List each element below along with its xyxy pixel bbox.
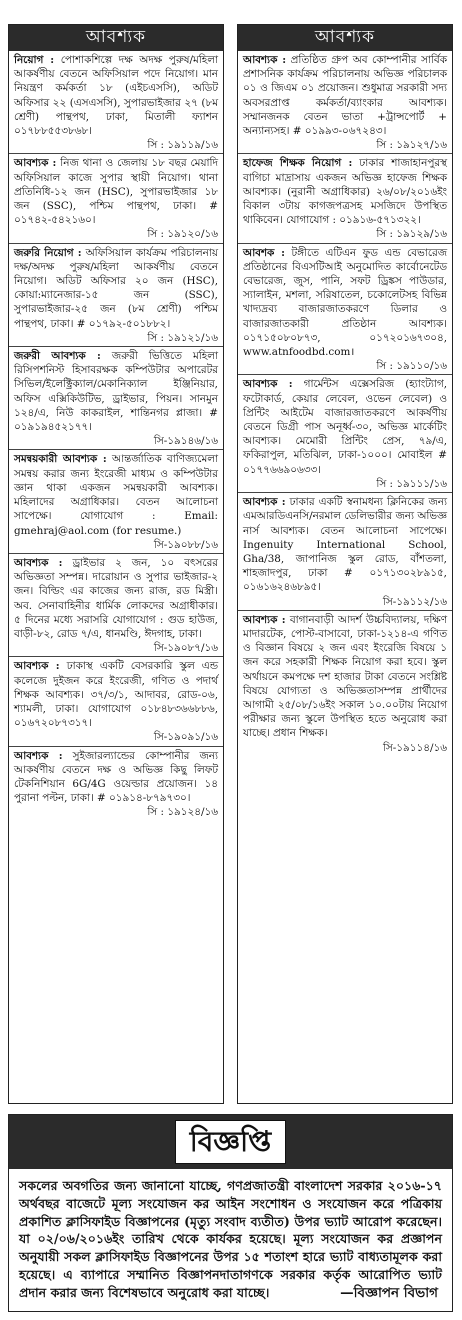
classified-ad: [9, 154, 223, 243]
ad-code: সি : ১৯১১৯/১৬: [147, 139, 218, 152]
classified-ad: [9, 51, 223, 154]
ad-heading: জরুরী আবশ্যক :: [14, 350, 101, 363]
right-classified-column: [237, 24, 453, 1104]
right-ads-list: [238, 51, 452, 756]
classified-ad: [9, 747, 223, 821]
ad-body: পোশাকশিল্পে দক্ষ অদক্ষ পুরুষ/মহিলা আকর্ষণীয় বেতনে অফিসিয়াল পদে নিয়োগ। মান নিয়ন্ত্রণ কর্মকর্তা ১৮ (এইচএসসি), অডিট অফিসার ২২ (এসএসসি), সুপারভাইজার ২৭ (৮ম শ্রেণী) পান্থপথ, ঢাকা, মিতালী ফ্যাশন ০১৭৮৮৫৫৩৮৬৮।: [14, 54, 218, 138]
ad-code: সি : ১৯১২১/১৬: [147, 331, 218, 344]
classified-ad: [9, 347, 223, 450]
ad-body: নিজ থানা ও জেলায় ১৮ বছর মেয়াদি অফিসিয়াল কাজে সুপার স্থায়ী নিয়োগ। থানা প্রতিনিধি-১২ জন (HSC), সুপারভাইজার ১৮ জন (SSC), পশ্চিম পান্থপথ, ঢাকা। # ০১৭৪২-৫৪২১৬০।: [14, 157, 218, 227]
ad-code: সি-১৯১৪৬/১৬: [153, 435, 218, 448]
notice-title: বিজ্ঞপ্তি: [175, 1120, 286, 1164]
ad-body: গার্মেন্টস এক্সেসরিজ (হ্যাংট্যাগ, ফটোকার্ড, কেয়ার লেবেল, ওভেন লেবেল) ও প্রিন্টিং আইটেম বাজারজাতকরণে আকর্ষণীয় বেতনে ডিগ্রী পাস অনূর্ধ্ব-৩০, অভিজ্ঞ মার্কেটিং আবশ্যক। মেমোরী প্রিন্টিং প্রেস, ৭৯/এ, ফকিরাপুল, মতিঝিল, ঢাকা-১০০০। মোবাইল # ০১৭৭৬৬৯০৬৩৩।: [243, 378, 447, 476]
left-column-title: আবশ্যক: [9, 25, 223, 51]
classified-ad: [9, 554, 223, 657]
ad-code: সি : ১৯১২৭/১৬: [376, 139, 447, 152]
ad-code: সি : ১৯১২৪/১৬: [147, 806, 218, 819]
ad-body: সুইজারল্যান্ডের কোম্পানীর জন্য আকর্ষণীয় বেতনে দক্ষ ও অভিজ্ঞ কিছু লিফট টেকনিশিয়ান 6G/4G ওয়েল্ডার প্রয়োজন। ১৪ পুরানা পল্টন, ঢাকা। # ০১৯১৪-৮৭৯৭৩০।: [14, 749, 218, 805]
classified-ad: [238, 375, 452, 493]
ad-code: সি : ১৯১২৯/১৬: [376, 228, 447, 241]
ad-body: টঙ্গীতে এটিএন ফুড এন্ড বেভারেজ প্রতিষ্ঠানের বিএসটিআই অনুমোদিত কার্বোনেটেড বেভারেজ, জুস, পানি, সফট ড্রিঙ্কস পাউডার, স্যালাইন, মশলা, সরিষাতেল, চকোলেটসহ বিভিন্ন খাদ্যদ্রব্য বাজারজাতকরণে ডিলার ও বাজারজাতকারী প্রতিষ্ঠান আবশ্যক। ০১৭১৫০৮০৮৭৩, ০১৭২০১৬৭৩০৪, www.atnfoodbd.com।: [243, 246, 448, 359]
classified-ad: [9, 657, 223, 746]
ad-code: সি : ১৯১২০/১৬: [147, 228, 218, 241]
ad-heading: আবশ্যক :: [243, 378, 293, 391]
ad-body: অফিসিয়াল কার্যক্রম পরিচালনায় দক্ষ/অদক্ষ পুরুষ/মহিলা আকর্ষণীয় বেতনে নিয়োগ। অডিট অফিসার ২০ জন (HSC), কোয়া:ম্যানেজার-১৫ জন (SSC), সুপারভাইজার-২৫ জন (৮ম শ্রেণী) পশ্চিম পান্থপথ, ঢাকা। # ০১৭৯২-৫০১৮৮২।: [14, 246, 218, 330]
classified-ad: [9, 450, 223, 553]
ad-heading: আবশ্যক :: [14, 157, 57, 170]
notice-header: [9, 1115, 452, 1169]
ad-heading: আবশ্যক :: [14, 660, 60, 673]
ad-body: ঢাকাস্থ একটি বেসরকারি স্কুল এন্ড কলেজে দুইজন করে ইংরেজী, গণিত ও পদার্থ শিক্ষক আবশ্যক। ৩৭/৩/১, আদাবর, রোড-০৬, শ্যামলী, ঢাকা। যোগাযোগ ০১৮৪৮৩৬৬৮৮৬, ০১৬৭২০৮৭৩১৭।: [14, 660, 218, 730]
ad-heading: হাফেজ শিক্ষক নিয়োগ :: [243, 157, 353, 170]
ad-code: সি-১৯০৮৮/১৬: [153, 538, 218, 551]
classified-ad: [238, 611, 452, 756]
ad-heading: নিয়োগ :: [14, 54, 55, 66]
ad-heading: সমন্বয়কারী আবশ্যক :: [14, 453, 107, 466]
ad-heading: আবশ্যক :: [14, 556, 63, 569]
ad-heading: আবশ্যক :: [243, 54, 287, 66]
left-ads-list: [9, 51, 223, 821]
ad-heading: আবশ্যক :: [14, 749, 63, 762]
classified-ad: [238, 493, 452, 611]
right-column-title: আবশ্যক: [238, 25, 452, 51]
ad-body: আন্তর্জাতিক বাণিজ্যমেলা সমন্বয় করার জন্য ইংরেজী মাধ্যম ও কম্পিউটার জ্ঞান থাকা একজন সমন্বয়কারী আবশ্যক। মহিলাদের অগ্রাধিকার। বেতন আলোচনা সাপেক্ষে। যোগাযোগ : Email: gmehraj@aol.com (for resume.): [14, 453, 218, 537]
ad-body: জরুরী ভিত্তিতে মহিলা রিসিপশনিস্ট হিসাবরক্ষক কম্পিউটার অপারেটর সিভিল/ইলেক্ট্রিক্যাল/মেকানিক্যাল ইঞ্জিনিয়ার, অফিস এক্সিকিউটিভ, ড্রাইভার, পিয়ন। সানমুন ১২৪/এ, নিউ কাকরাইল, শান্তিনগর প্লাজা। # ০১৯১৯৪৫২১৭৭।: [14, 350, 218, 434]
left-classified-column: [8, 24, 224, 1104]
classified-ad: [238, 51, 452, 154]
ad-code: সি-১৯০৮৭/১৬: [153, 642, 218, 655]
ad-heading: জরুরি নিয়োগ :: [14, 246, 82, 259]
ad-code: সি-১৯১১২/১৬: [382, 595, 447, 608]
ad-heading: আবশ্যক :: [243, 613, 286, 626]
ad-body: ঢাকার শাজাহানপুরস্থ বাগিচা মাদ্রাসায় একজন অভিজ্ঞ হাফেজ শিক্ষক আবশ্যক। (নুরানী অগ্রাধিকার) ২৬/০৮/২০১৬ইং বিকাল ৩টায় কাগজপত্রসহ মসজিদে উপস্থিত থাকিবেন। যোগাযোগ : ০১৯১৬-৫৭১৩২২।: [243, 157, 447, 227]
ad-code: সি : ১৯১১০/১৬: [376, 360, 447, 373]
ad-heading: আবশ্যক :: [243, 496, 286, 509]
ad-code: সি-১৯১১৪/১৬: [382, 741, 447, 754]
classified-ad: [238, 154, 452, 243]
ad-body: ড্রাইভার ২ জন, ১০ বৎসরের অভিজ্ঞতা সম্পন্ন। দারোয়ান ও সুপার ভাইজার-২ জন। বিল্ডিং এর কাজের জন্য রাজ, রড মিস্ত্রী। অব. সেনাবাহিনীর ধার্মিক লোকদের অগ্রাধীকার। ৫ দিনের মধ্যে সরাসরি যোগাযোগ : গুড হাউজ, বাড়ী-৮২, রোড ৭/এ, ধানমণ্ডি, ঈদগাহ, ঢাকা।: [14, 556, 218, 640]
ad-body: প্রতিষ্ঠিত গ্রুপ অব কোম্পানীর সার্বিক প্রশাসনিক কার্যক্রম পরিচালনায় অভিজ্ঞ পরিচালক ০১ ও জিএম ০১ প্রয়োজন। শুধুমাত্র সরকারী সদ্য অবসরপ্রাপ্ত কর্মকর্তা/ব্যাংকার আবশ্যক। সম্মানজনক বেতন ভাতা +ট্রান্সপোর্ট + অন্যান্যসহ। # ০১৯৯৩-০৬৭২৪৩।: [243, 54, 447, 138]
ad-code: সি-১৯০৯১/১৬: [153, 731, 218, 744]
classified-ad: [238, 244, 452, 376]
ad-body: বাগানবাড়ী আদর্শ উচ্চবিদ্যালয়, দক্ষিণ মাদারটেক, পোস্ট-বাসাবো, ঢাকা-১২১৪-এ গণিত ও বিজ্ঞান বিষয়ে ২ জন এবং ইংরেজি বিষয়ে ১ জন করে সহকারী শিক্ষক নিয়োগ করা হবে। স্কুল অর্থায়নে কমপক্ষে দশ হাজার টাকা বেতনে সংশ্লিষ্ট বিষয়ে যোগ্যতা ও অভিজ্ঞতাসম্পন্ন প্রার্থীদের আগামী ২৫/০৮/১৬ইং সকাল ১০.০০টায় নিয়োগ পরীক্ষার জন্য স্কুলে উপস্থিত হতে অনুরোধ করা যাচ্ছে। প্রধান শিক্ষক।: [243, 613, 447, 740]
notice-signature: —বিজ্ঞাপন বিভাগ: [340, 1285, 438, 1301]
ad-body: ঢাকার একটি স্বনামধন্য ক্লিনিকের জন্য এমআরডিএনসি/নরমাল ডেলিভারীর জন্য অভিজ্ঞ নার্স আবশ্যক। বেতন আলোচনা সাপেক্ষে। Ingenuity International School, Gha/38, জাপানিজ স্কুল রোড, বাঁশতলা, শাহজাদপুর, ঢাকা # ০১৭১৩০২৮৯১৫, ০১৬১৬২৪৬৮৯৫।: [243, 496, 447, 594]
classified-ad: [9, 244, 223, 347]
ad-heading: আবশক :: [243, 246, 285, 259]
notice-body: সকলের অবগতির জন্য জানানো যাচ্ছে, গণপ্রজাতন্ত্রী বাংলাদেশ সরকার ২০১৬-১৭ অর্থবছর বাজেটে মূল্য সংযোজন কর আইন সংশোধন ও সংযোজন করে পত্রিকায় প্রকাশিত ক্লাসিফাইড বিজ্ঞাপনের (মৃত্যু সংবাদ ব্যতীত) উপর ভ্যাট আরোপ করেছেন। যা ০২/০৬/২০১৬ইং তারিখ থেকে কার্যকর হয়েছে। মূল্য সংযোজন কর প্রজ্ঞাপন অনুযায়ী সকল ক্লাসিফাইড বিজ্ঞাপনের উপর ১৫ শতাংশ হারে ভ্যাট বাধ্যতামূলক করা হয়েছে। এ ব্যাপারে সম্মানিত বিজ্ঞাপনদাতাগণকে সরকার কর্তৃক আরোপিত ভ্যাট প্রদান করার জন্য বিশেষভাবে অনুরোধ করা যাচ্ছে।: [19, 1178, 442, 1300]
notice-box: [8, 1114, 453, 1312]
ad-code: সি : ১৯১১১/১৬: [376, 477, 447, 490]
